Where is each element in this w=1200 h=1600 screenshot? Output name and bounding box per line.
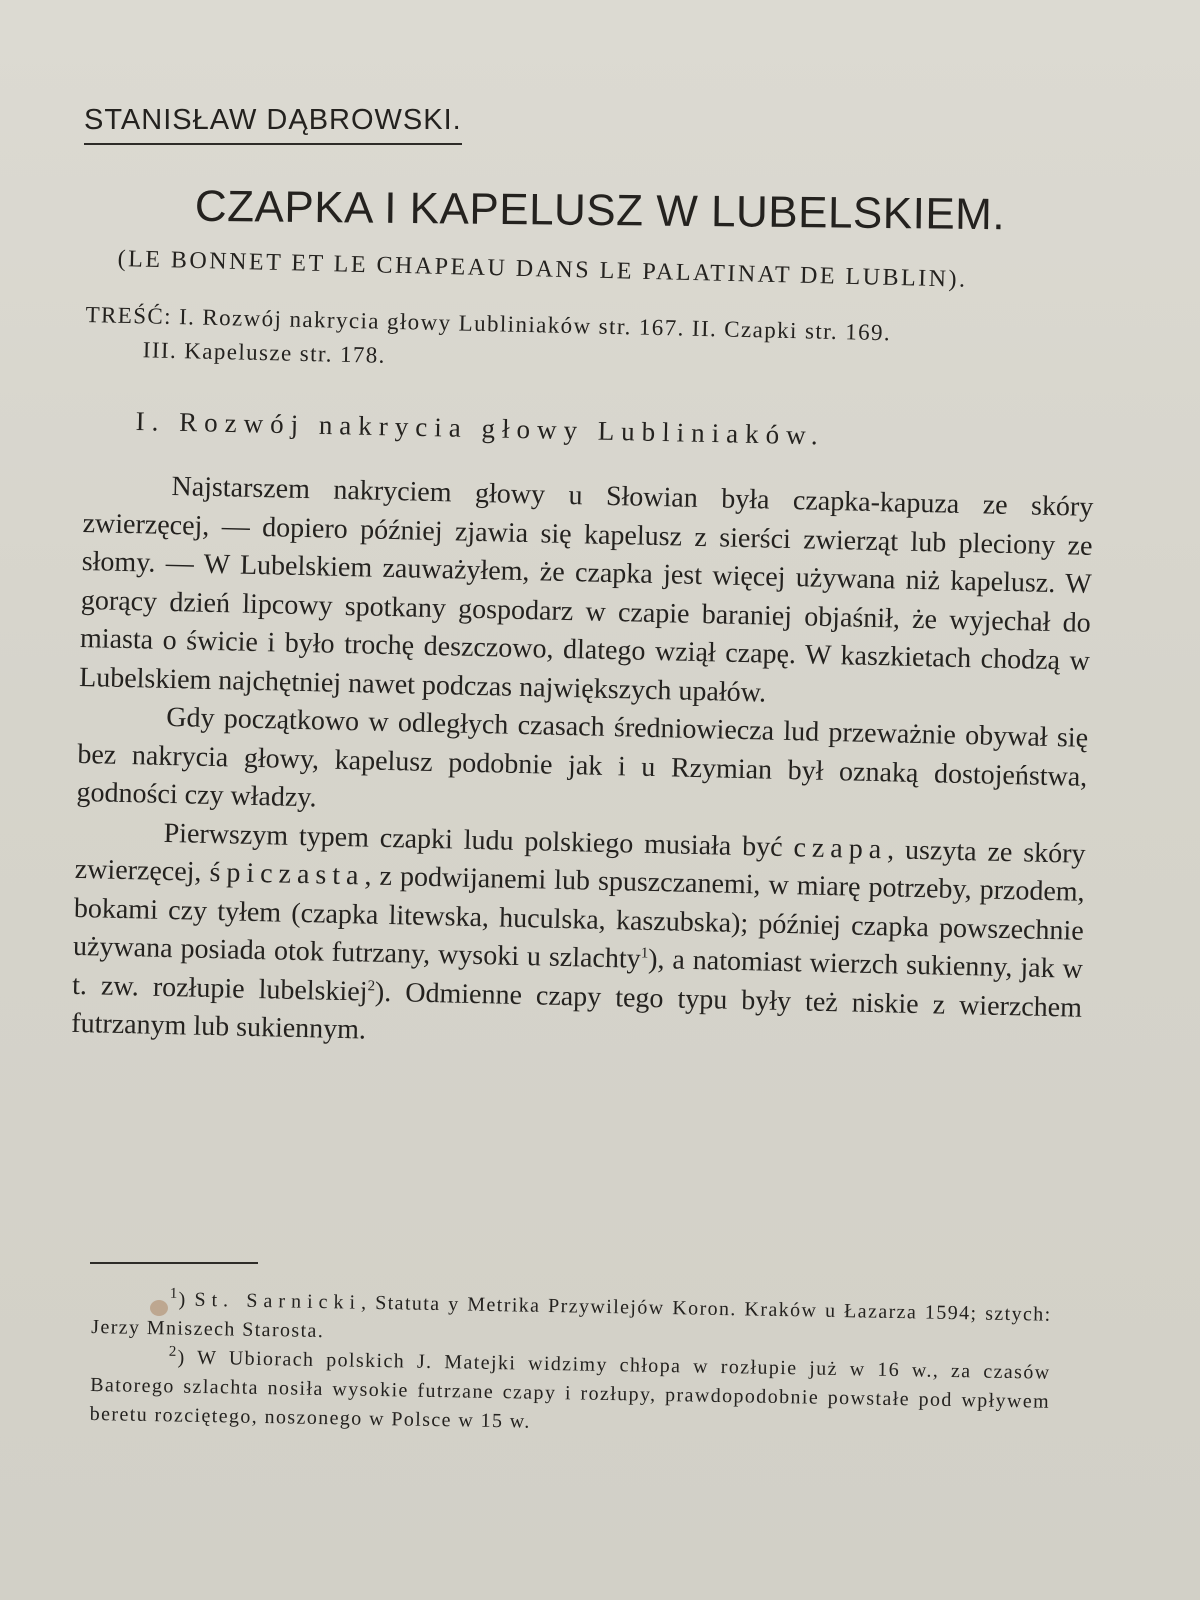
footnote-1: $^1$) St. Sarnicki, Statuta y Metrika Przywilejów Koron. Kraków u Łazarza 1594; sztych: Jerzy Mniszech Starosta. bbox=[91, 1285, 1052, 1343]
paragraph-3-text-d: ), a natomiast wierzch sukienny, jak w t. zw. rozłupie lubelskiej bbox=[71, 943, 1084, 1008]
paragraph-3 bbox=[71, 812, 1086, 1066]
table-of-contents bbox=[84, 298, 1125, 390]
footnote-1-author: St. Sarnicki bbox=[194, 1288, 362, 1314]
toc-line-2: III. Kapelusze str. 178. bbox=[142, 337, 387, 368]
footnote-ref-1: 1 bbox=[640, 945, 649, 962]
footnote-2: $^2$) W Ubiorach polskich J. Matejki widzimy chłopa w rozłupie już w 16 w., za czasów Batorego szlachta nosiła wysokie futrzane czapy i rozłupy, prawdopodobnie powstałe pod wpływem beretu rozciętego, noszonego w Polsce w 15 w. bbox=[89, 1343, 1051, 1433]
paragraph-3-text-b: , uszyta ze skóry zwierzęcej, bbox=[74, 833, 1086, 888]
toc-line-1: TREŚĆ: I. Rozwój nakrycia głowy Lubliniaków str. 167. II. Czapki str. 169. bbox=[85, 301, 892, 346]
paragraph-3-text-e: ). Odmienne czapy tego typu były też niskie z wierzchem futrzanym lub sukiennym. bbox=[71, 976, 1083, 1046]
article-body bbox=[71, 466, 1094, 1066]
footnote-ref-2: 2 bbox=[367, 977, 376, 994]
section-heading: I. Rozwój nakrycia głowy Lubliniaków. bbox=[135, 406, 826, 451]
emphasis-czapa: czapa bbox=[793, 831, 888, 865]
footnote-1-mark: 1 bbox=[169, 1285, 179, 1302]
paragraph-3-text-c: , z podwijanemi lub spuszczanemi, w miarę potrzeby, przodem, bokami czy tyłem (czapka litewska, huculska, kaszubska); później czapka powszechnie używana posiada otok futrzany, wysoki u szlachty bbox=[72, 860, 1085, 975]
footnote-2-text: W Ubiorach polskich J. Matejki widzimy chłopa w rozłupie już w 16 w., za czasów Batorego szlachta nosiła wysokie futrzane czapy i rozłupy, prawdopodobnie powstałe pod wpływem beretu rozciętego, noszonego w Polsce w 15 w. bbox=[89, 1346, 1051, 1433]
paragraph-1: Najstarszem nakryciem głowy u Słowian była czapka-kapuza ze skóry zwierzęcej, — dopiero później zjawia się kapelusz z sierści zwierząt lub pleciony ze słomy. — W Lubelskiem zauważyłem, że czapka jest więcej używana niż kapelusz. W gorący dzień lipcowy spotkany gospodarz w czapie baraniej objaśnił, że wyjechał do miasta o świcie i było trochę deszczowo, dlatego wziął czapę. W kaszkietach chodzą w Lubelskiem najchętniej nawet podczas największych upałów. bbox=[78, 470, 1094, 709]
footnote-divider bbox=[90, 1262, 258, 1264]
author-name: STANISŁAW DĄBROWSKI. bbox=[84, 104, 462, 145]
paragraph-2: Gdy początkowo w odległych czasach średniowiecza lud przeważnie obywał się bez nakrycia głowy, kapelusz podobnie jak i u Rzymian był oznaką dostojeństwa, godności czy władzy. bbox=[76, 701, 1089, 814]
footnote-1-text: , Statuta y Metrika Przywilejów Koron. Kraków u Łazarza 1594; sztych: Jerzy Mniszech Starosta. bbox=[91, 1291, 1052, 1343]
article-subtitle: (LE BONNET ET LE CHAPEAU DANS LE PALATINAT DE LUBLIN). bbox=[117, 246, 968, 293]
footnotes bbox=[89, 1284, 1051, 1446]
emphasis-spiczasta: śpiczasta bbox=[209, 856, 365, 892]
footnote-2-mark: 2 bbox=[168, 1343, 178, 1360]
article-title: CZAPKA I KAPELUSZ W LUBELSKIEM. bbox=[194, 181, 1006, 240]
paragraph-3-text-a: Pierwszym typem czapki ludu polskiego musiała być bbox=[163, 817, 783, 863]
